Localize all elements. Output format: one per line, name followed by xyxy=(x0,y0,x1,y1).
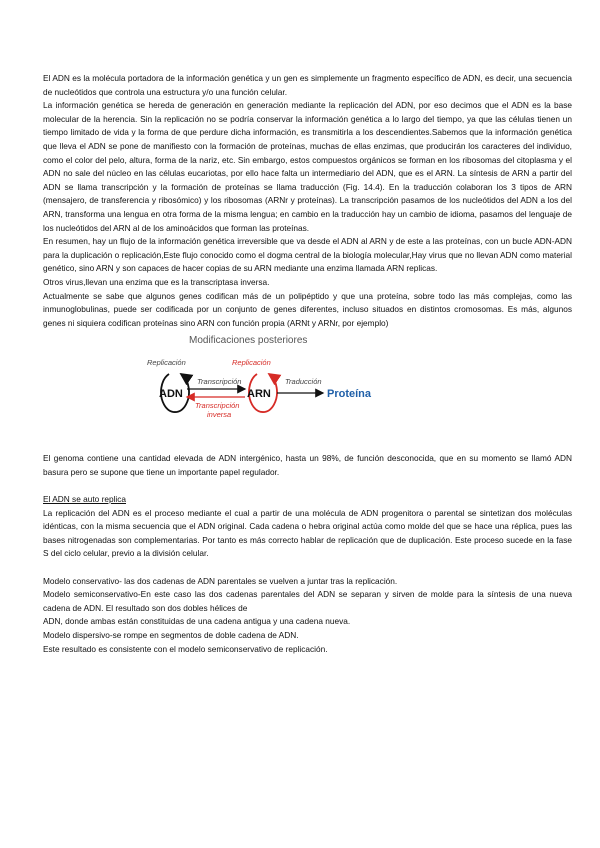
replication-left-label: Replicación xyxy=(147,358,186,368)
model-conservative: Modelo conservativo- las dos cadenas de ADN parentales se vuelven a juntar tras la replicación. xyxy=(43,575,398,586)
model-conclusion: Este resultado es consistente con el modelo semiconservativo de replicación. xyxy=(43,643,328,654)
protein-node: Proteína xyxy=(327,388,372,401)
paragraph-genetic-inheritance: La información genética se hereda de generación en generación mediante la replicación del ADN, por eso decimos que el ADN es la base molecular de la herencia. Sin la replicación no se podría conservar la información genética a lo largo del tiempo, ya que las células tienen un tiempo limitado de vida y la forma de que perdure dicha información, es transmitirla a los descendientes.Sabemos que la información genética que lleva el ADN se pone de manifiesto con la formación de proteínas, muchas de ellas enzimas, que producirán los caracteres del individuo, como el color del pelo, altura, forma de la nariz, etc. Sin embargo, estos compuestos orgánicos se forman en los ribosomas del citoplasma y el ADN no sale del núcleo en las células eucariotas, por ello hace falta un intermediario del ADN, que es el ARN. La síntesis de ARN a partir del ADN se llama transcripción y la formación de proteínas se llama traducción (Fig. 14.4). En la traducción colaboran los 3 tipos de ARN (mensajero, de transferencia y ribosómico) y los ribosomas (ARNr y proteínas). La transcripción pasamos de los nucleótidos del ADN a los del ARN, transforma una lengua en otra forma de la misma lengua; en cambio en la traducción hay un cambio de idioma, pasamos del lenguaje de los nucleótidos del ARN al de los aminoácidos que forman las proteínas. xyxy=(43,100,572,233)
paragraph-genes-polypeptide: Actualmente se sabe que algunos genes codifican más de un polipéptido y que una proteína, sobre todo las más complejas, como las inmunoglobulinas, puede ser codificada por un conjunto de genes diferentes, incluso situados en distintos cromosomas. Es más, algunos genes ni siquiera codifican proteínas sino ARN con función propia (ARNt y ARNr, por ejemplo) xyxy=(43,290,572,328)
paragraph-reverse-transcriptase: Otros virus,llevan una enzima que es la transcriptasa inversa. xyxy=(43,276,270,287)
arn-node: ARN xyxy=(247,388,271,401)
model-semiconservative: Modelo semiconservativo-En este caso las dos cadenas parentales del ADN se separan y sirven de molde para la síntesis de una nueva cadena de ADN. El resultado son dos dobles hélices de xyxy=(43,589,572,613)
paragraph-replication: La replicación del ADN es el proceso mediante el cual a partir de una molécula de ADN progenitora o parental se sintetizan dos moléculas idénticas, con la misma secuencia que el ADN original. Cada cadena o hebra original actúa como molde del que se hace una réplica, pues las bases nitrogenadas son complementarias. Por tanto es más correcto hablar de replicación que de duplicación. Este proceso sucede en la fase S del ciclo celular, previo a la división celular. xyxy=(43,507,572,559)
model-semiconservative-cont: ADN, donde ambas están constituidas de una cadena antigua y una cadena nueva. xyxy=(43,616,351,627)
transcription-label: Transcripción xyxy=(197,377,242,387)
translation-label: Traducción xyxy=(285,377,322,387)
replication-right-label: Replicación xyxy=(232,358,271,368)
central-dogma-figure xyxy=(147,332,407,447)
central-dogma-diagram xyxy=(43,330,572,452)
document-page xyxy=(43,72,572,656)
paragraph-summary-dogma: En resumen, hay un flujo de la información genética irreversible que va desde el ADN al ARN y de este a las proteínas, con un bucle ADN-ADN para la duplicación o replicación,Este flujo conocido como el dogma central de la biología molecular,Hay virus que no llevan ADN como material genético, sino ARN y son capaces de hacer copias de su ARN mediante una enzima llamada ARN replicas. xyxy=(43,236,572,274)
paragraph-genome: El genoma contiene una cantidad elevada de ADN intergénico, hasta un 98%, de función desconocida, que en su momento se llamó ADN basura pero se supone que tiene un importante papel regulador. xyxy=(43,453,572,477)
model-dispersive: Modelo dispersivo-se rompe en segmentos de doble cadena de ADN. xyxy=(43,630,299,640)
reverse-transcription-label-2: inversa xyxy=(207,410,232,420)
reverse-transcription-label-1: Transcripción xyxy=(195,401,240,411)
paragraph-adn-definition: El ADN es la molécula portadora de la información genética y un gen es simplemente un fragmento específico de ADN, es decir, una secuencia de nucleótidos que controla una estructura y/o una función celular. xyxy=(43,73,572,97)
section-heading: El ADN se auto replica xyxy=(43,494,127,505)
adn-node: ADN xyxy=(159,388,183,401)
diagram-title: Modificaciones posteriores xyxy=(189,335,308,347)
